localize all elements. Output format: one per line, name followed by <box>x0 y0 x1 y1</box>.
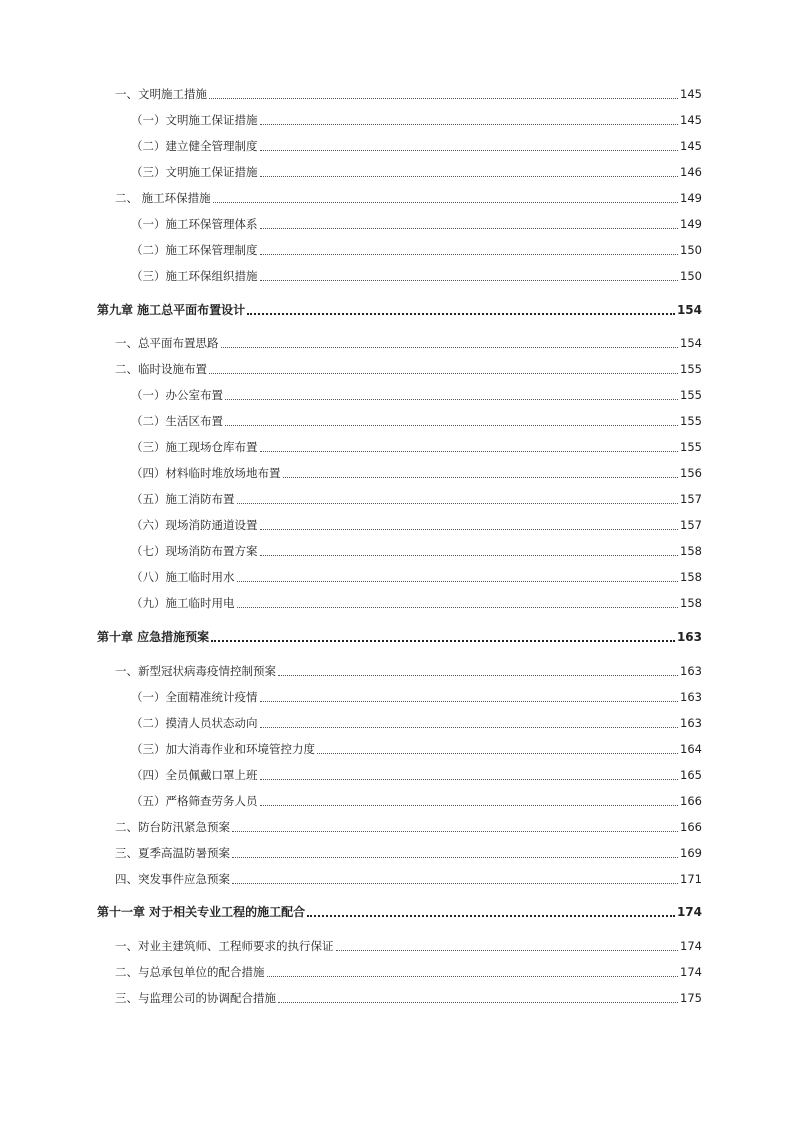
toc-entry-page-number: 155 <box>680 440 702 454</box>
toc-entry[interactable] <box>131 513 702 533</box>
toc-entry-page-number: 166 <box>680 820 702 834</box>
toc-dot-leader <box>237 607 679 608</box>
toc-entry-title: 三、夏季高温防暑预案 <box>115 846 230 860</box>
toc-entry-page-number: 145 <box>680 87 702 101</box>
toc-entry-page-number: 165 <box>680 768 702 782</box>
toc-entry-title: （二）生活区布置 <box>131 414 223 428</box>
toc-entry[interactable] <box>115 815 702 835</box>
toc-entry[interactable] <box>131 711 702 731</box>
toc-dot-leader <box>213 202 678 203</box>
toc-entry-page-number: 150 <box>680 243 702 257</box>
toc-dot-leader <box>225 425 678 426</box>
toc-dot-leader <box>260 176 679 177</box>
toc-entry-title: 第十章 应急措施预案 <box>97 630 210 644</box>
toc-entry-page-number: 150 <box>680 269 702 283</box>
toc-dot-leader <box>317 753 678 754</box>
toc-entry[interactable] <box>131 461 702 481</box>
toc-dot-leader <box>260 529 679 530</box>
toc-dot-leader <box>336 950 679 951</box>
toc-entry-page-number: 155 <box>680 388 702 402</box>
toc-entry-title: （三）施工现场仓库布置 <box>131 440 258 454</box>
toc-entry-page-number: 149 <box>680 191 702 205</box>
toc-entry[interactable] <box>115 986 702 1006</box>
toc-entry[interactable] <box>131 487 702 507</box>
toc-entry-title: （九）施工临时用电 <box>131 596 235 610</box>
toc-entry-page-number: 156 <box>680 466 702 480</box>
toc-entry-title: （四）材料临时堆放场地布置 <box>131 466 281 480</box>
toc-chapter-entry[interactable] <box>97 298 702 318</box>
toc-entry-page-number: 154 <box>676 303 702 317</box>
toc-entry-page-number: 171 <box>680 872 702 886</box>
toc-entry-page-number: 158 <box>680 570 702 584</box>
toc-dot-leader <box>237 503 679 504</box>
toc-entry-page-number: 157 <box>680 492 702 506</box>
toc-entry[interactable] <box>131 763 702 783</box>
toc-entry-title: （一）全面精准统计疫情 <box>131 690 258 704</box>
toc-entry-page-number: 157 <box>680 518 702 532</box>
toc-entry[interactable] <box>115 82 702 102</box>
toc-entry-page-number: 154 <box>680 336 702 350</box>
toc-dot-leader <box>260 805 679 806</box>
toc-entry[interactable] <box>115 960 702 980</box>
toc-entry-page-number: 158 <box>680 596 702 610</box>
toc-entry-title: （六）现场消防通道设置 <box>131 518 258 532</box>
toc-entry-page-number: 169 <box>680 846 702 860</box>
toc-entry-title: 二、 施工环保措施 <box>115 191 211 205</box>
toc-entry-title: 二、防台防汛紧急预案 <box>115 820 230 834</box>
toc-entry[interactable] <box>115 659 702 679</box>
toc-entry-title: （八）施工临时用水 <box>131 570 235 584</box>
toc-dot-leader <box>237 581 679 582</box>
toc-dot-leader <box>209 373 678 374</box>
toc-dot-leader <box>260 779 679 780</box>
toc-entry[interactable] <box>115 357 702 377</box>
toc-entry[interactable] <box>131 264 702 284</box>
toc-entry-page-number: 163 <box>680 664 702 678</box>
toc-entry-title: （七）现场消防布置方案 <box>131 544 258 558</box>
toc-entry-title: （一）办公室布置 <box>131 388 223 402</box>
toc-entry[interactable] <box>131 383 702 403</box>
toc-dot-leader <box>260 280 679 281</box>
toc-dot-leader <box>232 857 678 858</box>
toc-dot-leader <box>278 675 678 676</box>
toc-dot-leader <box>247 313 675 315</box>
toc-dot-leader <box>209 98 678 99</box>
toc-entry-page-number: 145 <box>680 139 702 153</box>
toc-entry-page-number: 155 <box>680 362 702 376</box>
toc-entry[interactable] <box>131 212 702 232</box>
toc-entry-page-number: 145 <box>680 113 702 127</box>
toc-entry[interactable] <box>131 409 702 429</box>
toc-dot-leader <box>260 254 679 255</box>
toc-entry-page-number: 164 <box>680 742 702 756</box>
toc-entry-title: （三）文明施工保证措施 <box>131 165 258 179</box>
toc-entry[interactable] <box>131 539 702 559</box>
toc-chapter-entry[interactable] <box>97 900 702 920</box>
toc-entry-page-number: 158 <box>680 544 702 558</box>
toc-entry[interactable] <box>131 565 702 585</box>
toc-entry-page-number: 163 <box>680 716 702 730</box>
toc-dot-leader <box>260 228 679 229</box>
toc-dot-leader <box>267 976 679 977</box>
toc-dot-leader <box>221 347 679 348</box>
toc-entry[interactable] <box>131 134 702 154</box>
toc-entry[interactable] <box>115 331 702 351</box>
toc-entry-title: 四、突发事件应急预案 <box>115 872 230 886</box>
toc-dot-leader <box>260 555 679 556</box>
toc-dot-leader <box>260 150 679 151</box>
toc-entry-title: 一、新型冠状病毒疫情控制预案 <box>115 664 276 678</box>
toc-dot-leader <box>232 883 678 884</box>
toc-entry-title: （一）文明施工保证措施 <box>131 113 258 127</box>
toc-entry-page-number: 174 <box>676 905 702 919</box>
toc-entry[interactable] <box>131 591 702 611</box>
toc-chapter-entry[interactable] <box>97 625 702 645</box>
toc-entry[interactable] <box>115 934 702 954</box>
toc-dot-leader <box>225 399 678 400</box>
toc-entry-page-number: 174 <box>680 965 702 979</box>
toc-entry[interactable] <box>131 160 702 180</box>
toc-entry-page-number: 174 <box>680 939 702 953</box>
toc-entry-title: 一、总平面布置思路 <box>115 336 219 350</box>
toc-entry-title: 三、与监理公司的协调配合措施 <box>115 991 276 1005</box>
toc-entry-title: （三）施工环保组织措施 <box>131 269 258 283</box>
toc-entry-title: （五）严格筛查劳务人员 <box>131 794 258 808</box>
toc-dot-leader <box>283 477 679 478</box>
toc-dot-leader <box>260 727 679 728</box>
toc-entry-title: 第九章 施工总平面布置设计 <box>97 303 246 317</box>
toc-entry-title: （四）全员佩戴口罩上班 <box>131 768 258 782</box>
toc-dot-leader <box>278 1002 678 1003</box>
toc-dot-leader <box>232 831 678 832</box>
toc-entry-page-number: 166 <box>680 794 702 808</box>
toc-entry[interactable] <box>131 435 702 455</box>
toc-entry[interactable] <box>115 867 702 887</box>
toc-dot-leader <box>307 915 675 917</box>
toc-entry-title: （一）施工环保管理体系 <box>131 217 258 231</box>
toc-entry[interactable] <box>131 789 702 809</box>
toc-entry-title: 二、临时设施布置 <box>115 362 207 376</box>
toc-dot-leader <box>211 640 675 642</box>
toc-entry-page-number: 146 <box>680 165 702 179</box>
toc-entry-page-number: 163 <box>676 630 702 644</box>
toc-entry-page-number: 155 <box>680 414 702 428</box>
toc-entry[interactable] <box>115 186 702 206</box>
toc-entry[interactable] <box>131 108 702 128</box>
toc-entry[interactable] <box>131 737 702 757</box>
toc-entry[interactable] <box>131 685 702 705</box>
toc-entry[interactable] <box>131 238 702 258</box>
toc-entry[interactable] <box>115 841 702 861</box>
toc-entry-page-number: 163 <box>680 690 702 704</box>
toc-entry-title: （三）加大消毒作业和环境管控力度 <box>131 742 315 756</box>
toc-entry-title: 一、文明施工措施 <box>115 87 207 101</box>
toc-entry-title: （二）建立健全管理制度 <box>131 139 258 153</box>
toc-entry-title: 第十一章 对于相关专业工程的施工配合 <box>97 905 306 919</box>
toc-entry-title: 二、与总承包单位的配合措施 <box>115 965 265 979</box>
toc-entry-page-number: 149 <box>680 217 702 231</box>
toc-dot-leader <box>260 701 679 702</box>
toc-entry-page-number: 175 <box>680 991 702 1005</box>
toc-entry-title: 一、对业主建筑师、工程师要求的执行保证 <box>115 939 334 953</box>
toc-entry-title: （二）施工环保管理制度 <box>131 243 258 257</box>
toc-dot-leader <box>260 124 679 125</box>
toc-dot-leader <box>260 451 679 452</box>
toc-entry-title: （五）施工消防布置 <box>131 492 235 506</box>
toc-entry-title: （二）摸清人员状态动向 <box>131 716 258 730</box>
